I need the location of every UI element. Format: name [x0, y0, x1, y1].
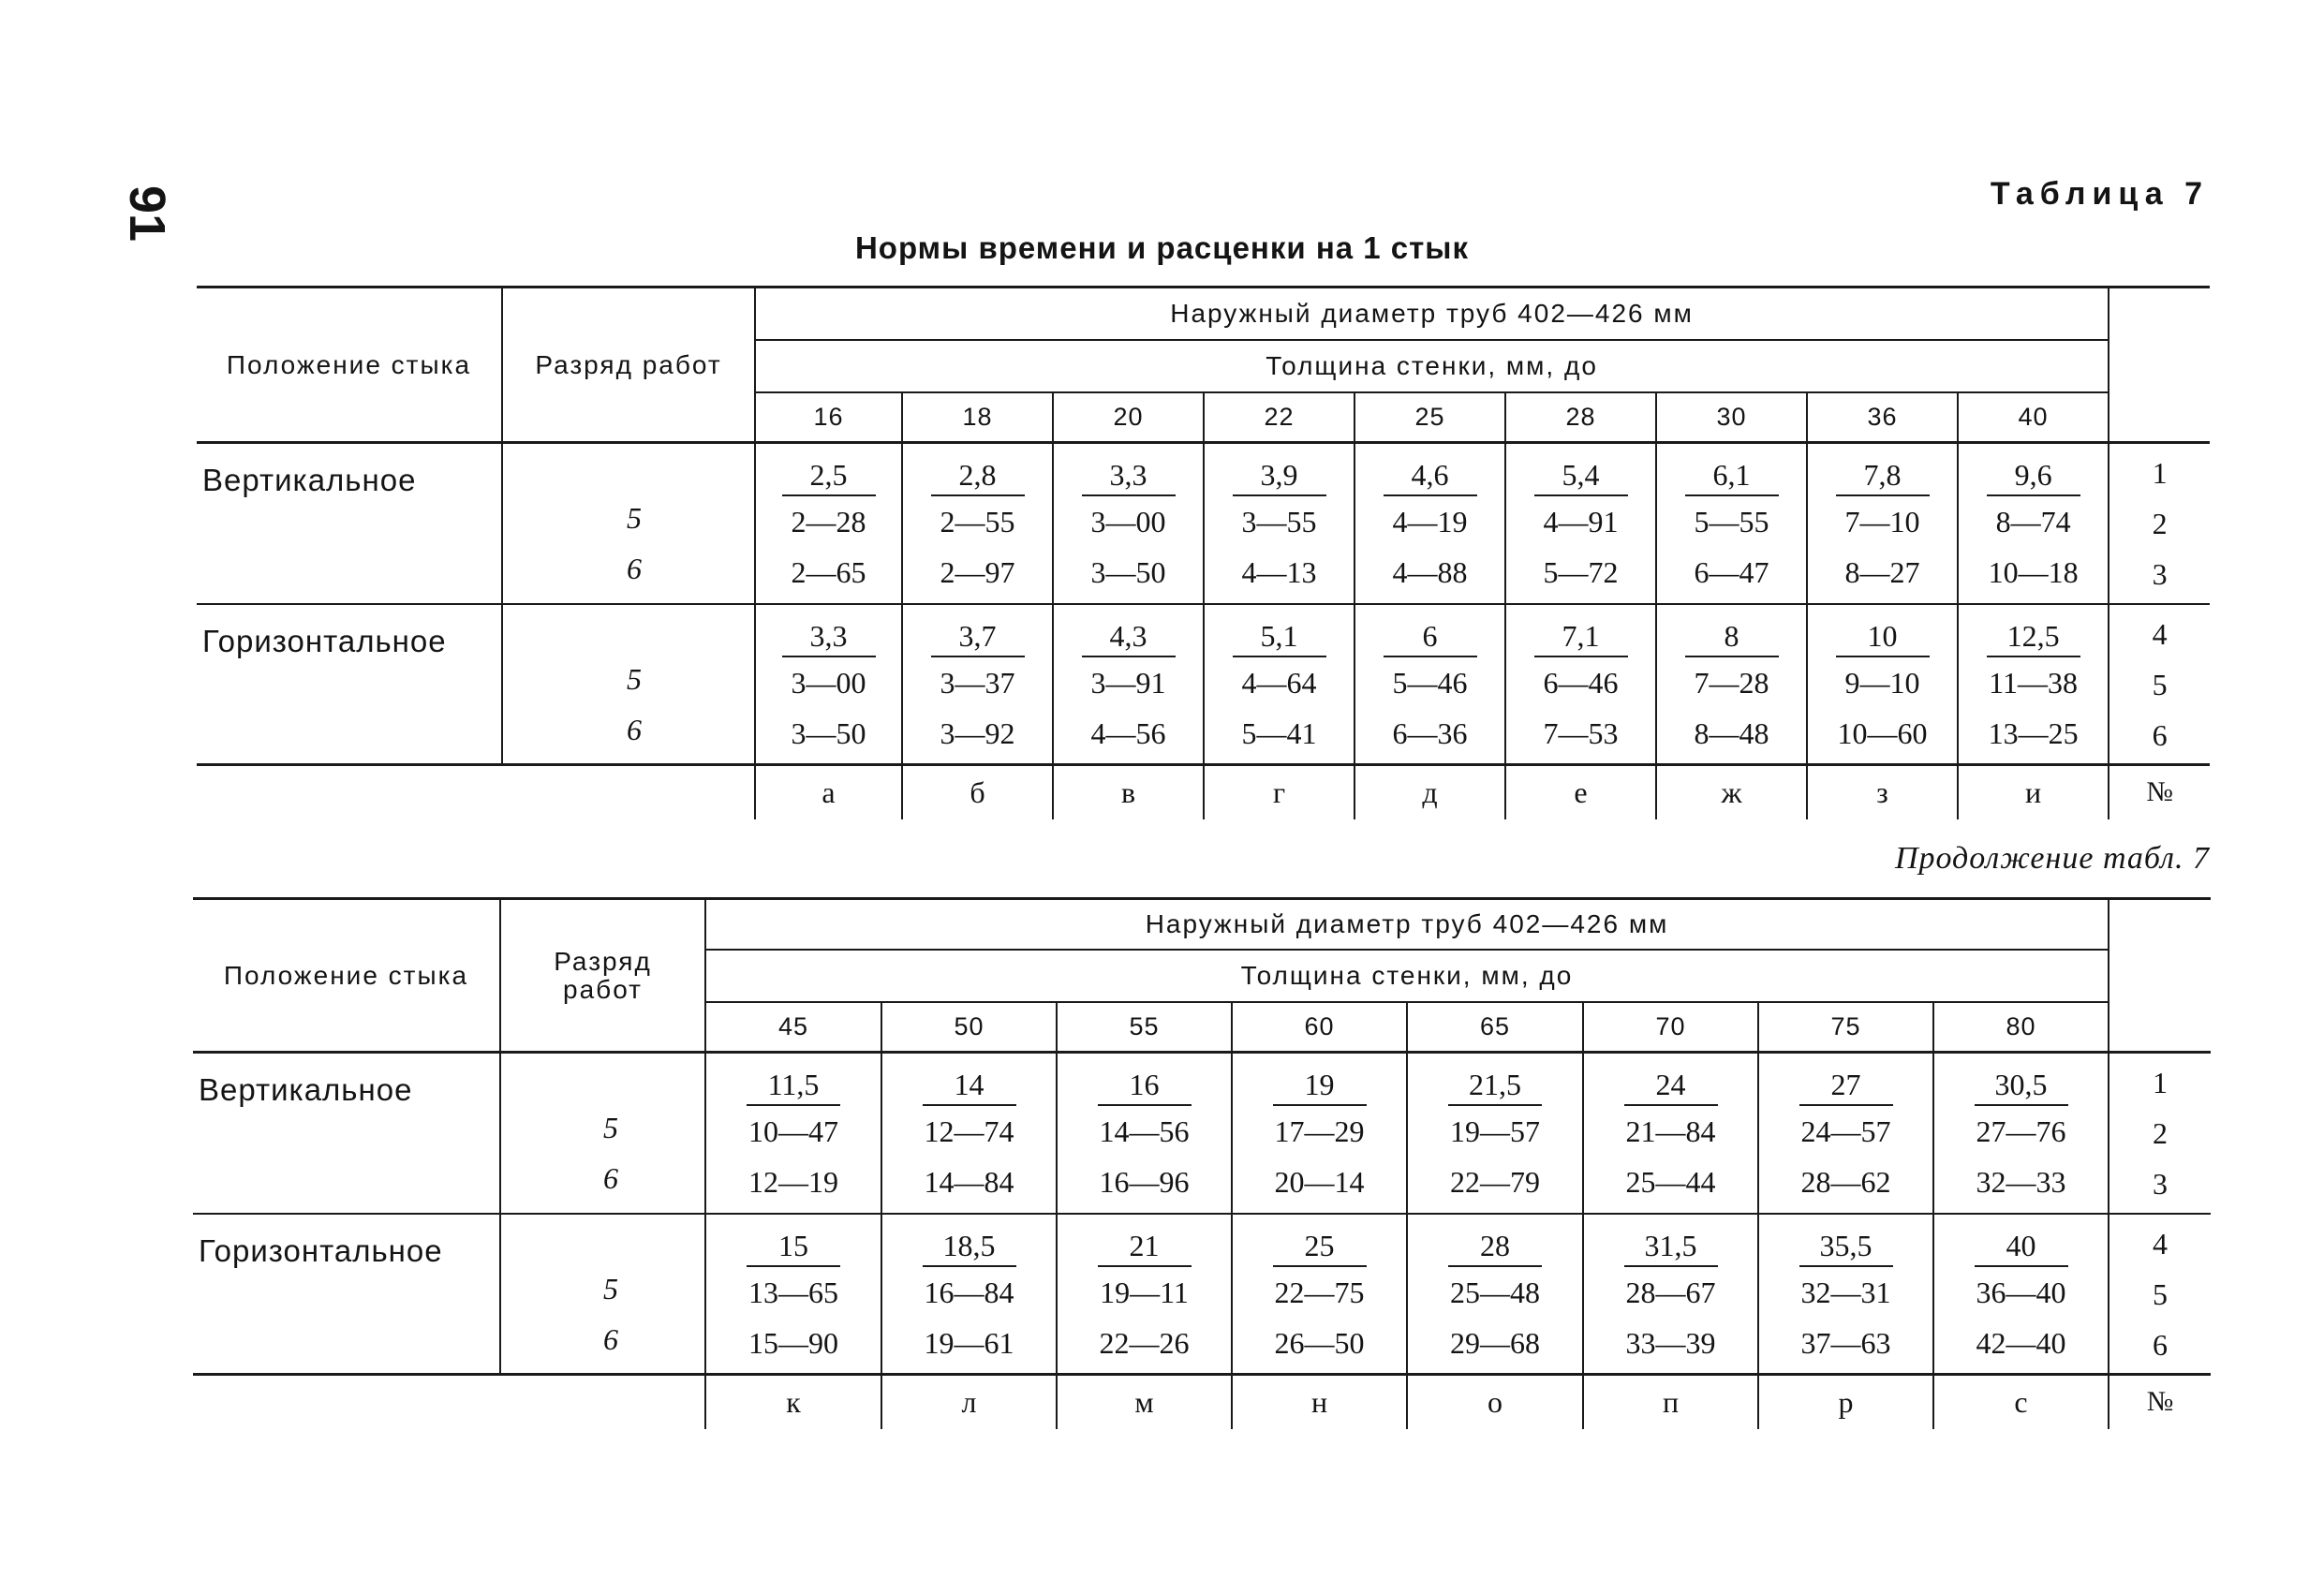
number-sign: №: [2146, 1386, 2174, 1418]
time-norm: 11,5: [747, 1059, 840, 1106]
thickness-75: 75: [1758, 1002, 1933, 1053]
column-letter-к: к: [705, 1375, 881, 1429]
norm-cell: [1758, 1053, 1933, 1214]
header-grade: Разряд работ: [502, 288, 755, 443]
time-norm: 21,5: [1448, 1059, 1542, 1106]
row-number-5: 5: [2152, 667, 2168, 701]
price-grade-5: 22—75: [1274, 1275, 1365, 1309]
price-grade-6: 15—90: [748, 1325, 838, 1360]
price-grade-5: 19—11: [1100, 1275, 1189, 1309]
time-norm: 5,4: [1534, 450, 1628, 496]
thickness-45: 45: [705, 1002, 881, 1053]
price-grade-5: 24—57: [1800, 1114, 1891, 1148]
time-norm: 6: [1384, 611, 1477, 657]
price-grade-6: 2—97: [940, 555, 1015, 589]
time-norm: 25: [1273, 1220, 1367, 1267]
position-horizontal: Горизонтальное: [193, 1214, 500, 1375]
grade-5: 5: [627, 661, 642, 696]
price-grade-6: 5—72: [1543, 555, 1619, 589]
time-norm: 35,5: [1799, 1220, 1893, 1267]
time-norm: 28: [1448, 1220, 1542, 1267]
price-grade-6: 33—39: [1625, 1325, 1716, 1360]
time-norm: 7,1: [1534, 611, 1628, 657]
norm-cell: [705, 1214, 881, 1375]
norm-cell: [1057, 1214, 1232, 1375]
header-diameter: Наружный диаметр труб 402—426 мм: [705, 899, 2109, 950]
column-letter-ж: ж: [1656, 765, 1807, 819]
norm-cell: [902, 604, 1053, 765]
time-norm: 8: [1685, 611, 1779, 657]
row-number-4: 4: [2152, 616, 2168, 651]
price-grade-6: 10—60: [1837, 715, 1928, 750]
grade-6: 6: [603, 1321, 618, 1356]
thickness-25: 25: [1354, 392, 1505, 443]
row-number-3: 3: [2153, 1167, 2169, 1201]
time-norm: 3,7: [931, 611, 1025, 657]
norm-cell: [1933, 1053, 2109, 1214]
time-norm: 40: [1975, 1220, 2068, 1267]
price-grade-5: 2—28: [791, 505, 866, 538]
price-grade-6: 13—25: [1988, 715, 2079, 750]
grade-6: 6: [627, 552, 642, 585]
grade-5: 5: [603, 1111, 618, 1144]
row-numbers: [2109, 443, 2210, 604]
norm-cell: [1505, 443, 1656, 604]
time-norm: 31,5: [1624, 1220, 1718, 1267]
row-number-6: 6: [2153, 1327, 2169, 1362]
time-norm: 3,9: [1233, 450, 1326, 496]
norm-cell: [1958, 443, 2109, 604]
price-grade-5: 4—64: [1241, 665, 1317, 700]
continuation-label: Продолжение табл. 7: [1894, 841, 2210, 876]
row-number-6: 6: [2152, 717, 2168, 752]
thickness-18: 18: [902, 392, 1053, 443]
time-norm: 18,5: [923, 1220, 1016, 1267]
column-letter-г: г: [1204, 765, 1354, 819]
column-letter-о: о: [1407, 1375, 1583, 1429]
thickness-60: 60: [1232, 1002, 1407, 1053]
price-grade-6: 4—56: [1090, 715, 1166, 750]
grade-5: 5: [603, 1271, 618, 1305]
price-grade-6: 5—41: [1241, 715, 1317, 750]
price-grade-6: 8—27: [1844, 555, 1920, 589]
row-numbers: [2109, 1053, 2211, 1214]
price-grade-6: 3—50: [1090, 555, 1166, 589]
header-number-col: [2109, 288, 2210, 443]
price-grade-6: 6—47: [1694, 555, 1769, 589]
column-letter-а: а: [755, 765, 902, 819]
price-grade-5: 36—40: [1976, 1275, 2066, 1309]
norm-cell: [1232, 1214, 1407, 1375]
thickness-28: 28: [1505, 392, 1656, 443]
price-grade-5: 9—10: [1844, 665, 1920, 700]
price-grade-6: 25—44: [1625, 1165, 1716, 1199]
row-number-4: 4: [2153, 1226, 2169, 1261]
price-grade-6: 37—63: [1800, 1325, 1891, 1360]
price-grade-6: 14—84: [924, 1165, 1014, 1199]
time-norm: 2,8: [931, 450, 1025, 496]
time-norm: 12,5: [1987, 611, 2080, 657]
price-grade-5: 2—55: [940, 505, 1015, 538]
header-position: Положение стыка: [193, 899, 500, 1053]
norm-cell: [1958, 604, 2109, 765]
norm-cell: [1053, 604, 1204, 765]
norm-cell: [1204, 443, 1354, 604]
price-grade-5: 10—47: [748, 1114, 838, 1148]
time-norm: 14: [923, 1059, 1016, 1106]
position-vertical: Вертикальное: [193, 1053, 500, 1214]
price-grade-5: 7—28: [1694, 665, 1769, 700]
grade-cell: [502, 604, 755, 765]
row-number-1: 1: [2152, 456, 2168, 490]
thickness-50: 50: [881, 1002, 1057, 1053]
thickness-40: 40: [1958, 392, 2109, 443]
thickness-30: 30: [1656, 392, 1807, 443]
price-grade-6: 16—96: [1099, 1165, 1190, 1199]
price-grade-5: 27—76: [1976, 1114, 2066, 1148]
price-grade-6: 20—14: [1274, 1165, 1365, 1199]
time-norm: 10: [1836, 611, 1930, 657]
position-vertical: Вертикальное: [197, 443, 502, 604]
row-number-5: 5: [2153, 1276, 2169, 1311]
norm-cell: [1407, 1053, 1583, 1214]
price-grade-5: 8—74: [1995, 505, 2071, 538]
time-norm: 7,8: [1836, 450, 1930, 496]
time-norm: 24: [1624, 1059, 1718, 1106]
header-number-col: [2109, 899, 2211, 1053]
price-grade-5: 6—46: [1543, 665, 1619, 700]
time-norm: 21: [1098, 1220, 1192, 1267]
time-norm: 9,6: [1987, 450, 2080, 496]
norm-cell: [881, 1214, 1057, 1375]
norm-cell: [1053, 443, 1204, 604]
thickness-80: 80: [1933, 1002, 2109, 1053]
letter-row-blank: [197, 765, 755, 819]
price-grade-5: 4—91: [1543, 505, 1619, 538]
price-grade-6: 26—50: [1274, 1325, 1365, 1360]
grade-cell: [500, 1214, 705, 1375]
norm-cell: [902, 443, 1053, 604]
price-grade-6: 3—50: [791, 715, 866, 750]
price-grade-5: 7—10: [1844, 505, 1920, 538]
price-grade-5: 3—37: [940, 665, 1015, 700]
thickness-55: 55: [1057, 1002, 1232, 1053]
table-title: Нормы времени и расценки на 1 стык: [854, 230, 1470, 265]
norm-cell: [1933, 1214, 2109, 1375]
price-grade-6: 6—36: [1392, 715, 1468, 750]
norm-cell: [1407, 1214, 1583, 1375]
time-norm: 19: [1273, 1059, 1367, 1106]
price-grade-5: 12—74: [924, 1114, 1014, 1148]
grade-5: 5: [627, 501, 642, 535]
norm-cell: [1057, 1053, 1232, 1214]
price-grade-6: 22—79: [1450, 1165, 1540, 1199]
price-grade-5: 3—91: [1090, 665, 1166, 700]
column-letter-п: п: [1583, 1375, 1758, 1429]
norm-cell: [1758, 1214, 1933, 1375]
price-grade-6: 29—68: [1450, 1325, 1540, 1360]
norm-cell: [881, 1053, 1057, 1214]
number-sign: №: [2146, 776, 2173, 808]
thickness-16: 16: [755, 392, 902, 443]
norm-cell: [1656, 443, 1807, 604]
price-grade-6: 10—18: [1988, 555, 2079, 589]
price-grade-5: 5—46: [1392, 665, 1468, 700]
column-letter-м: м: [1057, 1375, 1232, 1429]
thickness-20: 20: [1053, 392, 1204, 443]
row-number-2: 2: [2152, 507, 2168, 540]
norm-cell: [1583, 1053, 1758, 1214]
norms-table-1: [197, 286, 2210, 819]
price-grade-6: 4—88: [1392, 555, 1468, 589]
letter-row-blank: [193, 1375, 705, 1429]
price-grade-5: 19—57: [1450, 1114, 1540, 1148]
time-norm: 4,6: [1384, 450, 1477, 496]
norm-cell: [1232, 1053, 1407, 1214]
grade-cell: [500, 1053, 705, 1214]
norm-cell: [1807, 443, 1958, 604]
price-grade-5: 17—29: [1274, 1114, 1365, 1148]
norms-table-2: [193, 897, 2211, 1429]
time-norm: 5,1: [1233, 611, 1326, 657]
price-grade-5: 11—38: [1989, 665, 2078, 700]
price-grade-6: 42—40: [1976, 1325, 2066, 1360]
column-letter-д: д: [1354, 765, 1505, 819]
row-number-1: 1: [2153, 1066, 2169, 1099]
norm-cell: [1583, 1214, 1758, 1375]
price-grade-5: 3—00: [1090, 505, 1166, 538]
price-grade-6: 8—48: [1694, 715, 1769, 750]
price-grade-6: 2—65: [791, 555, 866, 589]
price-grade-5: 4—19: [1392, 505, 1468, 538]
time-norm: 6,1: [1685, 450, 1779, 496]
column-letter-з: з: [1807, 765, 1958, 819]
price-grade-5: 21—84: [1625, 1114, 1716, 1148]
norm-cell: [1354, 604, 1505, 765]
price-grade-5: 25—48: [1450, 1275, 1540, 1309]
table-label: Таблица 7: [1990, 176, 2209, 212]
row-numbers: [2109, 604, 2210, 765]
thickness-65: 65: [1407, 1002, 1583, 1053]
thickness-36: 36: [1807, 392, 1958, 443]
price-grade-5: 14—56: [1099, 1114, 1190, 1148]
price-grade-5: 3—00: [791, 665, 866, 700]
column-letter-л: л: [881, 1375, 1057, 1429]
price-grade-6: 7—53: [1543, 715, 1619, 750]
header-grade: Разряд работ: [500, 899, 705, 1053]
price-grade-5: 5—55: [1694, 505, 1769, 538]
column-letter-н: н: [1232, 1375, 1407, 1429]
norm-cell: [755, 604, 902, 765]
column-letter-б: б: [902, 765, 1053, 819]
row-number-2: 2: [2153, 1116, 2169, 1150]
price-grade-6: 12—19: [748, 1165, 838, 1199]
position-horizontal: Горизонтальное: [197, 604, 502, 765]
page-number: 91: [119, 184, 175, 243]
price-grade-5: 16—84: [924, 1275, 1014, 1309]
thickness-22: 22: [1204, 392, 1354, 443]
price-grade-5: 3—55: [1241, 505, 1317, 538]
column-letter-и: и: [1958, 765, 2109, 819]
price-grade-6: 3—92: [940, 715, 1015, 750]
column-letter-с: с: [1933, 1375, 2109, 1429]
column-letter-е: е: [1505, 765, 1656, 819]
norm-cell: [1656, 604, 1807, 765]
norm-cell: [1204, 604, 1354, 765]
norm-cell: [1505, 604, 1656, 765]
grade-cell: [502, 443, 755, 604]
grade-6: 6: [627, 712, 642, 746]
header-wall-thickness: Толщина стенки, мм, до: [755, 340, 2109, 392]
row-numbers: [2109, 1214, 2211, 1375]
price-grade-5: 13—65: [748, 1275, 838, 1309]
grade-6: 6: [603, 1161, 618, 1195]
norm-cell: [1807, 604, 1958, 765]
column-letter-в: в: [1053, 765, 1204, 819]
price-grade-6: 19—61: [924, 1325, 1014, 1360]
header-position: Положение стыка: [197, 288, 502, 443]
column-letter-р: р: [1758, 1375, 1933, 1429]
header-wall-thickness: Толщина стенки, мм, до: [705, 950, 2109, 1002]
time-norm: 27: [1799, 1059, 1893, 1106]
time-norm: 3,3: [782, 611, 876, 657]
thickness-70: 70: [1583, 1002, 1758, 1053]
row-number-3: 3: [2152, 557, 2168, 591]
time-norm: 15: [747, 1220, 840, 1267]
norm-cell: [1354, 443, 1505, 604]
time-norm: 16: [1098, 1059, 1192, 1106]
time-norm: 2,5: [782, 450, 876, 496]
price-grade-5: 28—67: [1625, 1275, 1716, 1309]
price-grade-6: 32—33: [1976, 1165, 2066, 1199]
time-norm: 4,3: [1082, 611, 1176, 657]
time-norm: 30,5: [1975, 1059, 2068, 1106]
price-grade-6: 28—62: [1800, 1165, 1891, 1199]
price-grade-6: 4—13: [1241, 555, 1317, 589]
price-grade-5: 32—31: [1800, 1275, 1891, 1309]
header-diameter: Наружный диаметр труб 402—426 мм: [755, 288, 2109, 340]
norm-cell: [705, 1053, 881, 1214]
time-norm: 3,3: [1082, 450, 1176, 496]
norm-cell: [755, 443, 902, 604]
price-grade-6: 22—26: [1099, 1325, 1190, 1360]
